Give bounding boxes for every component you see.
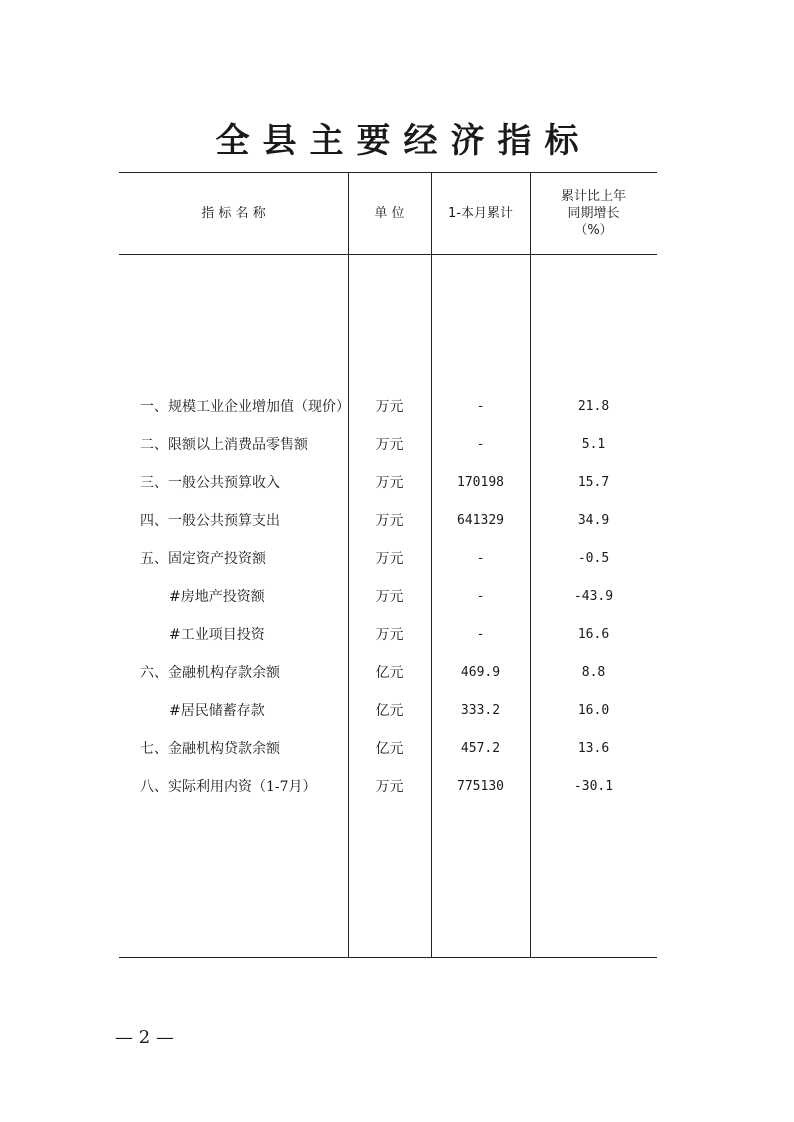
- table-row: [119, 737, 657, 761]
- row-growth: 16.0: [577, 703, 610, 718]
- header-cumulative-label: 1-本月累计: [448, 205, 513, 221]
- header-unit-label: 单 位: [374, 205, 405, 221]
- row-unit: 万元: [375, 399, 404, 415]
- row-growth: 8.8: [581, 665, 606, 680]
- row-growth: 13.6: [577, 741, 610, 756]
- row-name: #工业项目投资: [169, 627, 265, 643]
- row-growth: -30.1: [573, 779, 614, 794]
- row-growth: -0.5: [577, 551, 610, 566]
- row-unit: 万元: [375, 437, 404, 453]
- row-cumulative: 641329: [457, 513, 504, 528]
- row-unit: 万元: [375, 513, 404, 529]
- table-row: [119, 509, 657, 533]
- header-growth-line3: （%）: [574, 222, 613, 238]
- row-name: 四、一般公共预算支出: [140, 513, 280, 529]
- row-cumulative: -: [476, 627, 485, 642]
- table-bottom-rule: [119, 957, 657, 958]
- table-row: [119, 433, 657, 457]
- table-row: [119, 585, 657, 609]
- row-unit: 万元: [375, 589, 404, 605]
- row-name: #居民储蓄存款: [169, 703, 265, 719]
- row-cumulative: -: [476, 551, 485, 566]
- row-name: 八、实际利用内资（1-7月）: [140, 779, 317, 795]
- row-name: 二、限额以上消费品零售额: [140, 437, 308, 453]
- table-row: [119, 623, 657, 647]
- table-row: [119, 395, 657, 419]
- row-cumulative: 469.9: [460, 665, 501, 680]
- row-unit: 亿元: [375, 703, 404, 719]
- page-title: 全县主要经济指标: [215, 121, 592, 161]
- row-cumulative: 775130: [457, 779, 504, 794]
- row-cumulative: 333.2: [460, 703, 501, 718]
- header-growth-line1: 累计比上年: [560, 188, 626, 204]
- row-unit: 万元: [375, 627, 404, 643]
- row-cumulative: 170198: [457, 475, 504, 490]
- row-growth: 5.1: [581, 437, 606, 452]
- header-unit: [348, 172, 431, 254]
- row-name: 一、规模工业企业增加值（现价）: [140, 399, 350, 415]
- header-growth-line2: 同期增长: [567, 205, 620, 221]
- header-growth: [530, 172, 657, 254]
- table-row: [119, 699, 657, 723]
- table-row: [119, 547, 657, 571]
- row-cumulative: 457.2: [460, 741, 501, 756]
- row-growth: 16.6: [577, 627, 610, 642]
- header-name-label: 指 标 名 称: [201, 205, 266, 221]
- row-growth: 34.9: [577, 513, 610, 528]
- page-number: — 2 —: [115, 1027, 174, 1048]
- row-name: 七、金融机构贷款余额: [140, 741, 280, 757]
- header-cumulative: [431, 172, 530, 254]
- row-name: 三、一般公共预算收入: [140, 475, 280, 491]
- row-unit: 万元: [375, 551, 404, 567]
- header-bottom-rule: [119, 254, 657, 255]
- row-cumulative: -: [476, 399, 485, 414]
- row-name: #房地产投资额: [169, 589, 265, 605]
- row-cumulative: -: [476, 589, 485, 604]
- header-name: [119, 172, 348, 254]
- table-row: [119, 775, 657, 799]
- table-row: [119, 471, 657, 495]
- indicator-table: [119, 172, 657, 958]
- row-unit: 万元: [375, 475, 404, 491]
- row-unit: 亿元: [375, 665, 404, 681]
- table-row: [119, 661, 657, 685]
- row-growth: 21.8: [577, 399, 610, 414]
- row-cumulative: -: [476, 437, 485, 452]
- row-growth: -43.9: [573, 589, 614, 604]
- row-unit: 万元: [375, 779, 404, 795]
- row-name: 五、固定资产投资额: [140, 551, 266, 567]
- row-growth: 15.7: [577, 475, 610, 490]
- row-unit: 亿元: [375, 741, 404, 757]
- row-name: 六、金融机构存款余额: [140, 665, 280, 681]
